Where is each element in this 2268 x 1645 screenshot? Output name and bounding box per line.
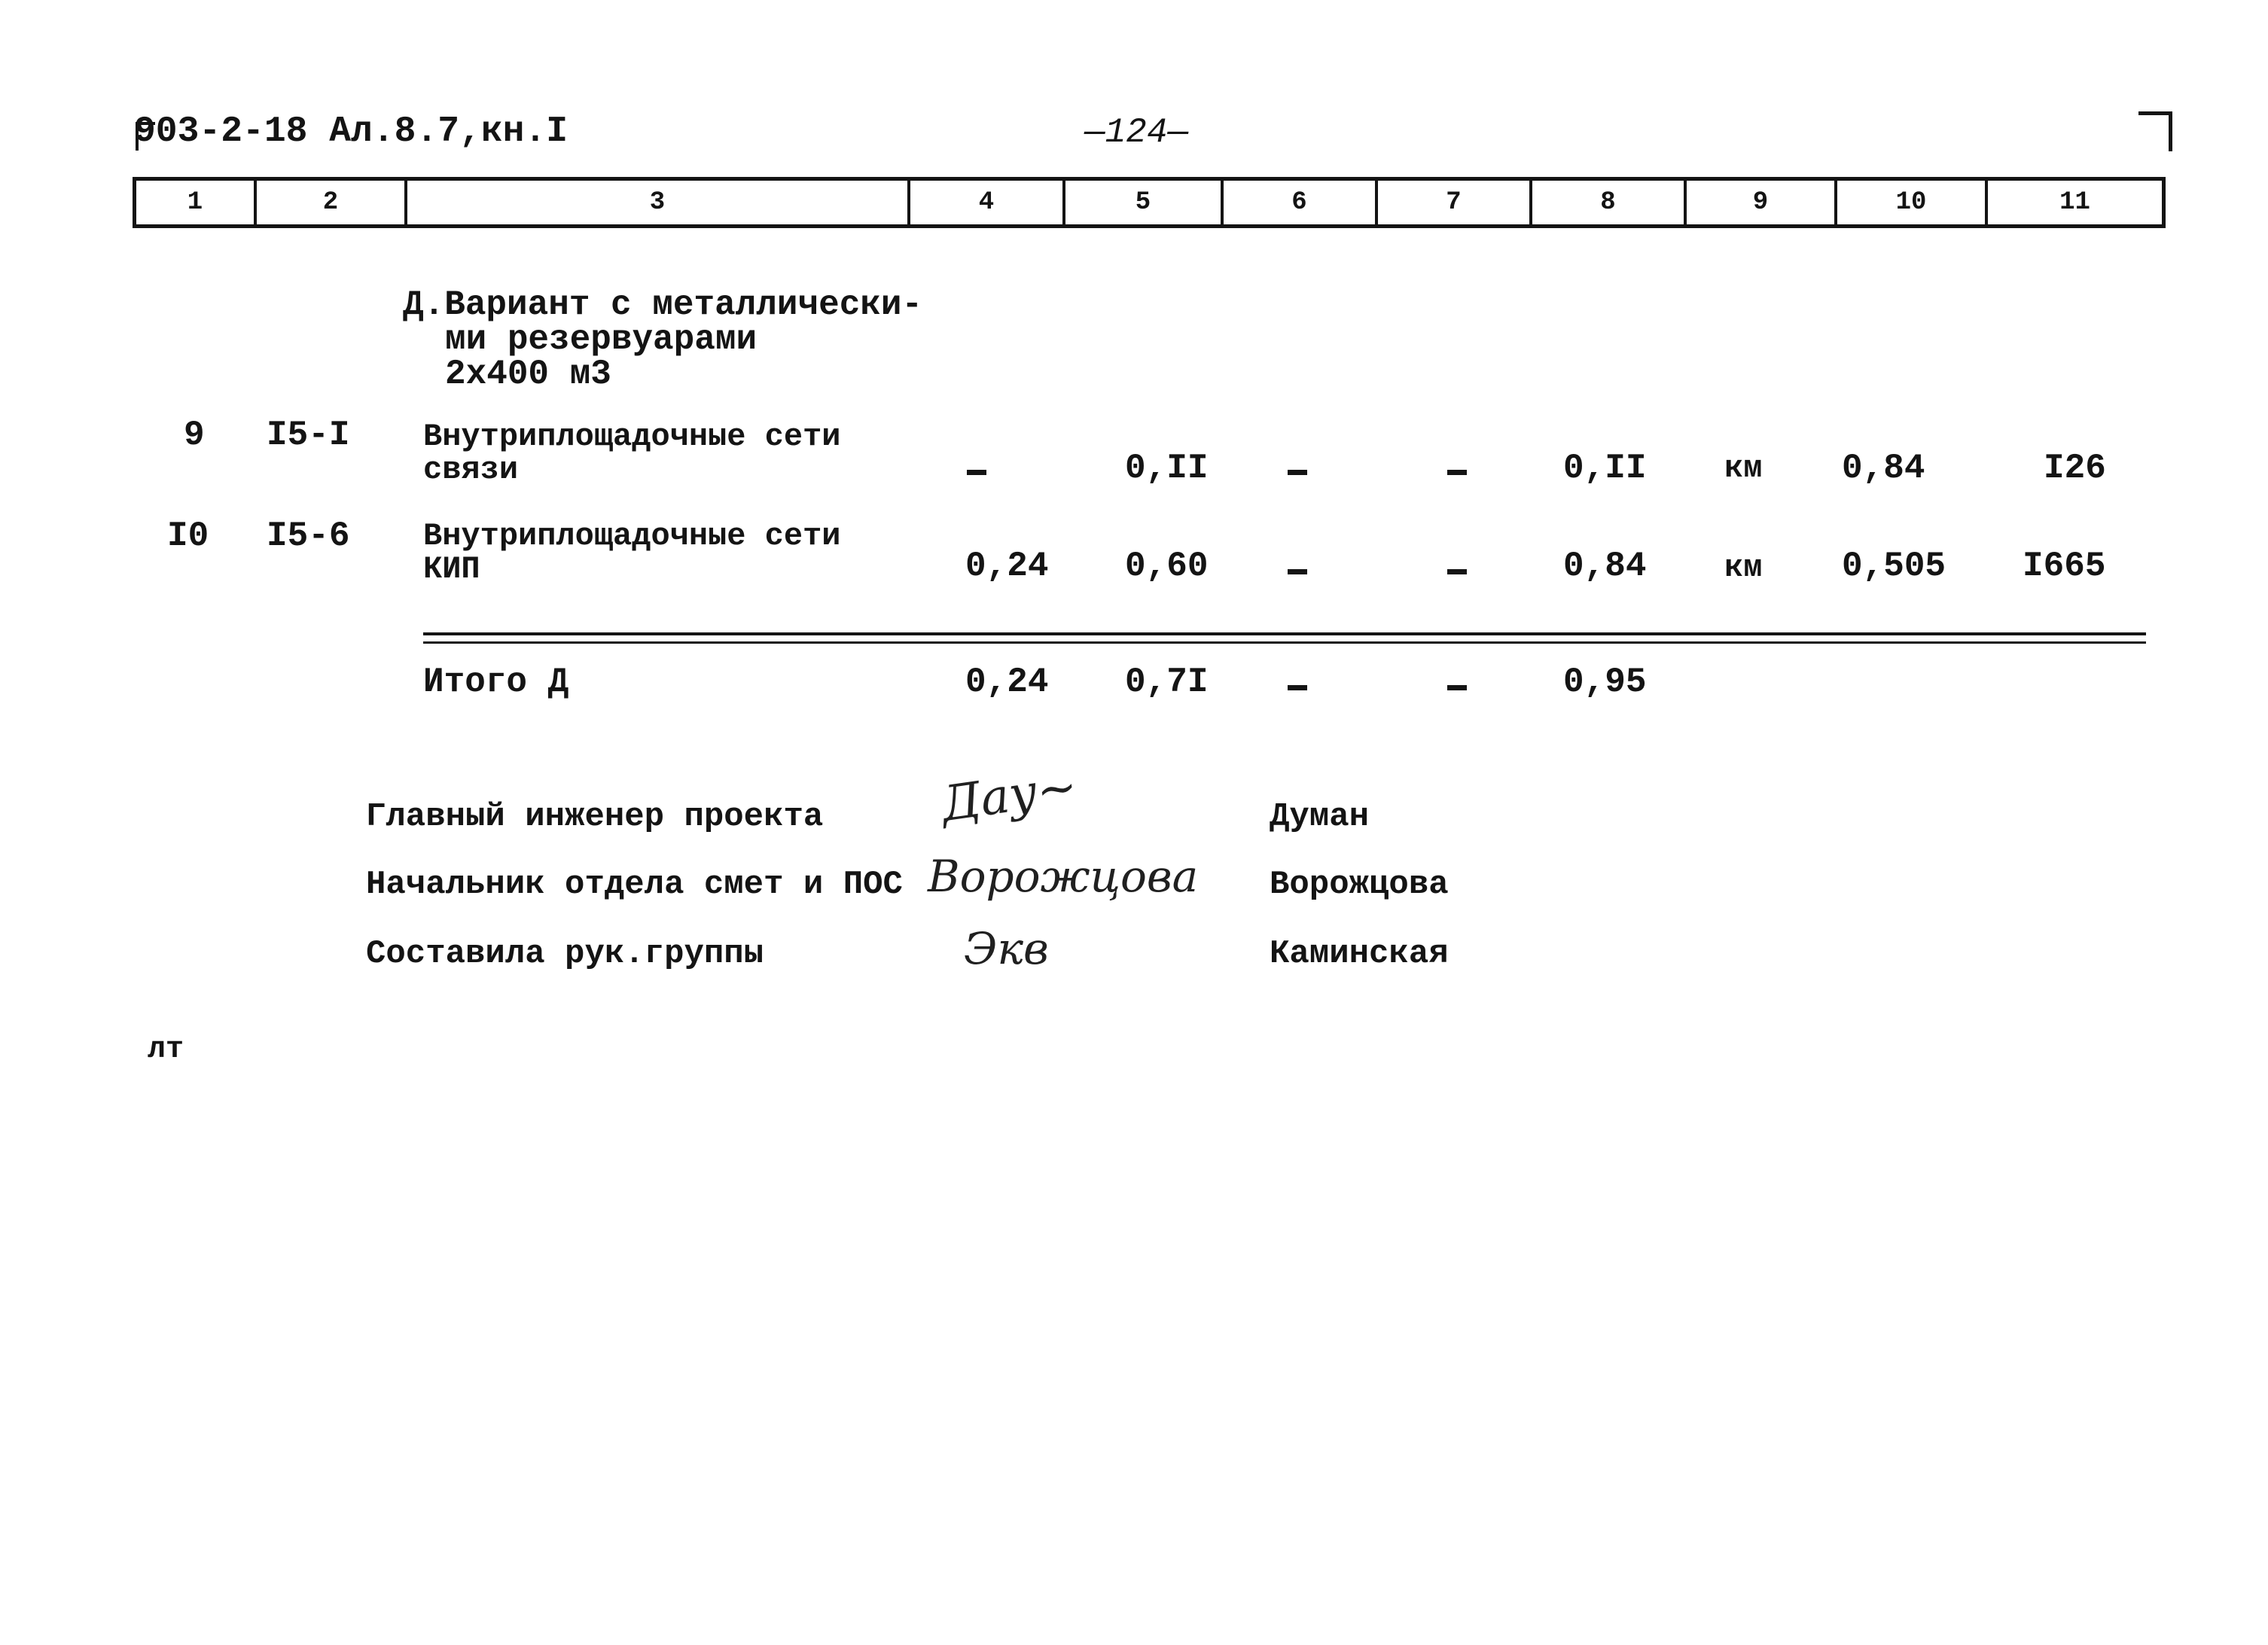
cell-c8: 0,II [1563, 449, 1647, 488]
dash-c7 [1447, 569, 1467, 574]
row-number: 9 [184, 416, 205, 455]
row-description [423, 519, 841, 586]
cell-c5: 0,60 [1125, 547, 1209, 586]
column-number-2: 2 [257, 181, 407, 224]
column-number-7: 7 [1378, 181, 1532, 224]
row-code: I5-I [267, 416, 350, 455]
row-description-line: КИП [423, 551, 480, 587]
dash-c6 [1288, 569, 1307, 574]
section-title [403, 285, 923, 394]
signature-role: Начальник отдела смет и ПОС [366, 866, 903, 903]
cell-c5: 0,II [1125, 449, 1209, 488]
signature-name: Думан [1270, 798, 1370, 836]
footer-mark: лт [148, 1033, 184, 1067]
total-divider [423, 632, 2146, 644]
document-code: 903-2-18 Ал.8.7,кн.I [134, 111, 569, 152]
total-dash-c7 [1447, 685, 1467, 690]
total-label: Итого Д [423, 663, 569, 702]
row-code: I5-6 [267, 516, 350, 556]
cell-c11: I665 [2023, 547, 2106, 586]
total-dash-c6 [1288, 685, 1307, 690]
column-number-1: 1 [136, 181, 257, 224]
column-number-9: 9 [1687, 181, 1837, 224]
section-title-line: 2х400 м3 [445, 355, 611, 394]
cell-c10: 0,84 [1842, 449, 1925, 488]
cell-unit: км [1724, 450, 1763, 486]
cell-c8: 0,84 [1563, 547, 1647, 586]
column-number-4: 4 [910, 181, 1065, 224]
dash-c4 [967, 470, 986, 475]
corner-mark-right [2138, 111, 2172, 151]
cell-unit: км [1724, 550, 1763, 586]
signature-name: Ворожцова [1270, 866, 1449, 903]
total-c5: 0,7I [1125, 663, 1209, 702]
handwritten-signature: Ворожцова [928, 851, 1199, 902]
column-header-table [133, 177, 2166, 228]
section-title-line: ми резервуарами [445, 320, 758, 359]
page-number: —124— [1084, 113, 1189, 152]
total-c8: 0,95 [1563, 663, 1647, 702]
cell-c10: 0,505 [1842, 547, 1946, 586]
column-number-8: 8 [1532, 181, 1687, 224]
cell-c4: 0,24 [965, 547, 1049, 586]
signature-role: Главный инженер проекта [366, 798, 824, 836]
column-number-5: 5 [1065, 181, 1224, 224]
handwritten-signature: Дау~ [937, 758, 1081, 833]
row-number: I0 [167, 516, 209, 556]
dash-c6 [1288, 470, 1307, 475]
signature-role: Составила рук.группы [366, 935, 764, 973]
total-c4: 0,24 [965, 663, 1049, 702]
column-number-3: 3 [407, 181, 910, 224]
row-description [423, 420, 841, 486]
column-number-10: 10 [1837, 181, 1988, 224]
dash-c7 [1447, 470, 1467, 475]
signature-name: Каминская [1270, 935, 1449, 973]
column-number-11: 11 [2059, 188, 2090, 217]
handwritten-signature: Экв [964, 923, 1049, 974]
row-description-line: связи [423, 452, 519, 488]
row-description-line: Внутриплощадочные сети [423, 518, 841, 554]
column-number-6: 6 [1224, 181, 1378, 224]
page-number-value: 124 [1105, 113, 1168, 152]
cell-c11: I26 [2044, 449, 2106, 488]
section-title-line: Д.Вариант с металлически- [403, 285, 923, 324]
row-description-line: Внутриплощадочные сети [423, 419, 841, 455]
